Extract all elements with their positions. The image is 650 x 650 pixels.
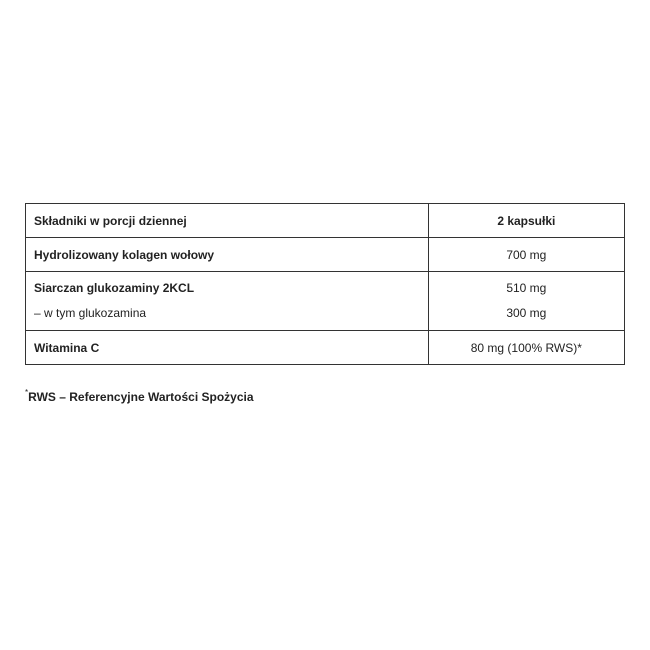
ingredient-subvalue: 300 mg — [506, 306, 547, 320]
nutrition-table — [25, 203, 625, 365]
ingredient-value: 510 mg — [506, 281, 547, 295]
ingredient-name: Siarczan glukozaminy 2KCL — [34, 281, 195, 295]
ingredient-cell — [26, 272, 429, 331]
footnote-text: RWS – Referencyjne Wartości Spożycia — [28, 390, 254, 404]
footnote — [25, 390, 254, 404]
table-row — [26, 238, 625, 272]
header-serving: 2 kapsułki — [428, 204, 624, 238]
ingredient-name: Witamina C — [26, 331, 429, 365]
ingredient-value: 700 mg — [428, 238, 624, 272]
table-row — [26, 272, 625, 331]
header-ingredient: Składniki w porcji dziennej — [26, 204, 429, 238]
ingredient-name: Hydrolizowany kolagen wołowy — [26, 238, 429, 272]
ingredient-subname: – w tym glukozamina — [34, 306, 147, 320]
table-header-row — [26, 204, 625, 238]
value-cell — [428, 272, 624, 331]
table-row — [26, 331, 625, 365]
ingredient-value: 80 mg (100% RWS)* — [428, 331, 624, 365]
footnote-marker: * — [25, 388, 29, 397]
